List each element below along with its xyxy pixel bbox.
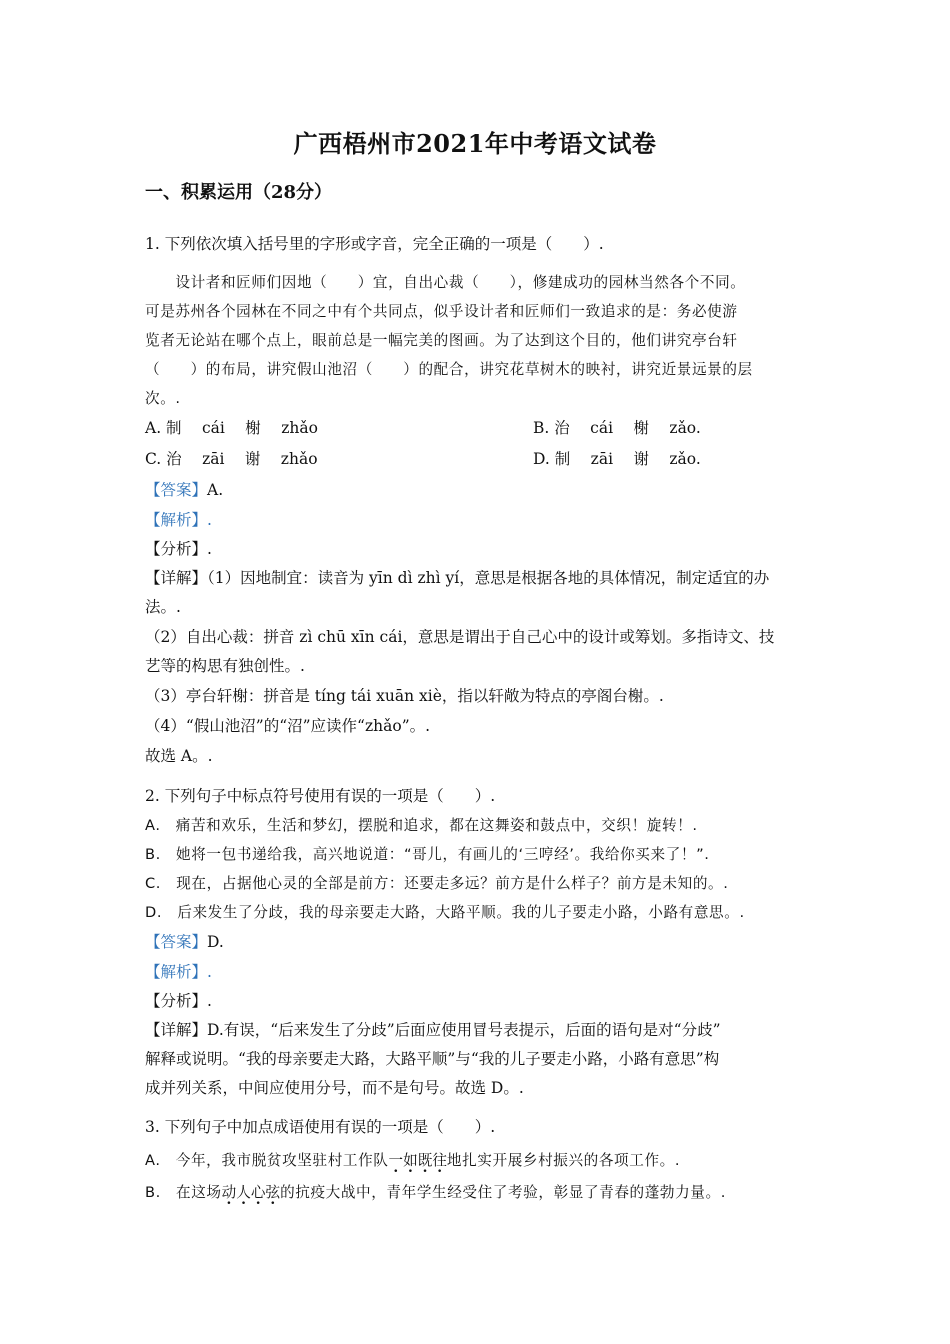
- question-3-stem: 3. 下列句子中加点成语使用有误的一项是（ ）.: [145, 1118, 496, 1136]
- question-1-stem: 1. 下列依次填入括号里的字形或字音，完全正确的一项是（ ）.: [145, 235, 604, 253]
- detail-line: 【详解】D.有误，“后来发生了分歧”后面应使用冒号表提示，后面的语句是对“分歧”: [145, 1021, 721, 1039]
- emphasized-char: 往: [432, 1152, 447, 1169]
- passage-line: 设计者和匠师们因地（ ）宜，自出心裁（ ），修建成功的园林当然各个不同。: [145, 274, 746, 291]
- option-b: B. 她将一包书递给我，高兴地说道：“哥儿，有画儿的‘三哼经’。我给你买来了！”.: [145, 846, 710, 863]
- passage-line: （ ）的布局，讲究假山池沼（ ）的配合，讲究花草树木的映衬，讲究近景远景的层: [145, 361, 753, 378]
- emphasized-char: 既: [417, 1152, 433, 1169]
- option-text: A. 今年，我市脱贫攻坚驻村工作队: [145, 1152, 389, 1169]
- option-text: B. 在这场: [145, 1184, 222, 1201]
- option-b: B. 治 cái 榭 zǎo.: [533, 419, 701, 437]
- document-title: 广西梧州市2021年中考语文试卷: [293, 129, 657, 158]
- option-a: A. 痛苦和欢乐，生活和梦幻，摆脱和追求，都在这舞姿和鼓点中，交织！旋转！.: [145, 817, 698, 834]
- analysis-tag: 【解析】.: [145, 963, 212, 981]
- emphasized-char: 弦: [265, 1184, 281, 1201]
- option-text: 的抗疫大战中，青年学生经受住了考验，彰显了青春的蓬勃力量。.: [280, 1184, 726, 1201]
- emphasized-char: 心: [250, 1184, 266, 1201]
- detail-line: 【详解】（1）因地制宜：读音为 yīn dì zhì yí，意思是根据各地的具体情况，制定适宜的办: [145, 569, 770, 587]
- passage-line: 次。.: [145, 390, 181, 407]
- dotted-idiom: [388, 1152, 446, 1169]
- answer-tag: 【答案】: [145, 933, 208, 951]
- option-a: [145, 1151, 680, 1171]
- detail-line: （3）亭台轩榭：拼音是 tíng tái xuān xiè，指以轩敞为特点的亭阁台榭。.: [145, 687, 664, 705]
- detail-line: 艺等的构思有独创性。.: [145, 657, 305, 675]
- emphasized-char: 动: [221, 1184, 237, 1201]
- answer-tag: 【答案】: [145, 481, 208, 499]
- detail-line: （2）自出心裁：拼音 zì chū xīn cái，意思是谓出于自己心中的设计或筹划。多指诗文、技: [145, 628, 775, 646]
- section-heading: 一、积累运用（28分）: [145, 182, 333, 203]
- detail-line: 故选 A。.: [145, 747, 213, 765]
- dotted-idiom: [222, 1184, 280, 1201]
- passage-line: 可是苏州各个园林在不同之中有个共同点，似乎设计者和匠师们一致追求的是：务必使游: [145, 303, 738, 320]
- analysis-tag: 【解析】.: [145, 511, 212, 529]
- detail-line: 法。.: [145, 598, 181, 616]
- question-2-stem: 2. 下列句子中标点符号使用有误的一项是（ ）.: [145, 787, 496, 805]
- option-d: D. 后来发生了分歧，我的母亲要走大路，大路平顺。我的儿子要走小路，小路有意思。.: [145, 904, 745, 921]
- answer-line: [145, 932, 224, 952]
- detail-line: 成并列关系，中间应使用分号，而不是句号。故选 D。.: [145, 1079, 524, 1097]
- emphasized-char: 人: [236, 1184, 251, 1201]
- answer-value: A.: [207, 481, 224, 499]
- answer-value: D.: [207, 933, 224, 951]
- fenxi-tag: 【分析】.: [145, 540, 212, 558]
- option-a: A. 制 cái 榭 zhǎo: [145, 419, 318, 437]
- answer-line: [145, 480, 223, 500]
- option-b: [145, 1183, 726, 1203]
- option-d: D. 制 zāi 谢 zǎo.: [533, 450, 701, 468]
- emphasized-char: 一: [388, 1152, 404, 1169]
- option-c: C. 治 zāi 谢 zhǎo: [145, 450, 318, 468]
- option-c: C. 现在，占据他心灵的全部是前方：还要走多远？前方是什么样子？前方是未知的。.: [145, 875, 729, 892]
- emphasized-char: 如: [403, 1152, 418, 1169]
- detail-line: （4）“假山池沼”的“沼”应读作“zhǎo”。.: [145, 717, 431, 735]
- option-text: 地扎实开展乡村振兴的各项工作。.: [446, 1152, 681, 1169]
- fenxi-tag: 【分析】.: [145, 992, 212, 1010]
- passage-line: 览者无论站在哪个点上，眼前总是一幅完美的图画。为了达到这个目的，他们讲究亭台轩: [145, 332, 738, 349]
- detail-line: 解释或说明。“我的母亲要走大路，大路平顺”与“我的儿子要走小路，小路有意思”构: [145, 1050, 720, 1068]
